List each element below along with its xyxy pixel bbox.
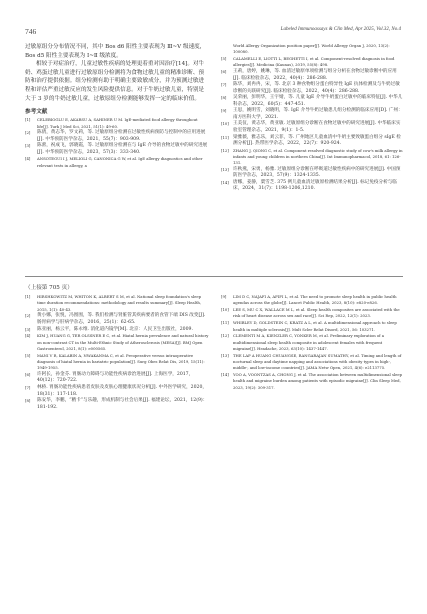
reference-number: [6] xyxy=(221,69,227,75)
reference-number xyxy=(221,43,233,56)
reference-item xyxy=(221,108,403,121)
reference-item xyxy=(25,156,209,169)
reference-list xyxy=(221,294,403,391)
paragraph: 过敏原组分分布情况不同，其中 Bos d6 阳性主要表现为 Ⅲ~Ⅴ 级速度，Bos d5 阳性主要表现为 Ⅰ~Ⅱ 级浓度。 xyxy=(25,44,206,59)
reference-item xyxy=(221,167,403,180)
reference-text: 陈亚丽，杨云平，陈永维. 消化道内镜学[M]. 北京：人民卫生出版社，2009. xyxy=(37,326,193,332)
reference-text: LIM D C, NAJAFI A, AFIFI L, et al. The need to promote sleep health in public health agendas across the globe[J]. Lancet Public Health, 2023, 8(10): e820-e826. xyxy=(233,294,397,306)
reference-text: HIRSHKOWITZ M, WHITON K, ALBERT S M, et al. National sleep foundation's sleep time duration recommendations: methodology and results summary[J]. Sleep Health, 2015, 1(1): 40-43. xyxy=(37,294,202,312)
reference-text: 吴荣丽，彭明华，王宇婧，等. 儿童 IgE 介导牛奶蛋白过敏中的临床特征[J]. 中华儿科杂志，2022，60(5)：447-451. xyxy=(233,95,403,107)
lower-right-column xyxy=(221,294,403,392)
reference-text: 王思，姚明雪，刘晓明，等. IgE 介导牛奶过敏患儿组分检测的临床应用[D]. 广州：南方医科大学，2021. xyxy=(233,108,403,120)
reference-text: ANSOTEGUI I J, MELIOLI G, CANONICA G W, et al. IgE allergy diagnostics and other relevant tests in allergy, a xyxy=(37,156,203,168)
reference-text: 陈倩，黄志华，罗文莉，等. 过敏原组分检测在过敏性疾病预防与控制中的应用进展[J]. 中华预防医学杂志，2021，55(7)：903-909. xyxy=(37,130,206,142)
reference-text: World Allergy Organization position paper[J]. World Allergy Organ J, 2020, 13(2): 100080. xyxy=(233,43,390,55)
reference-item xyxy=(25,130,209,143)
reference-number: [1] xyxy=(25,117,31,123)
reference-number: [13] xyxy=(221,167,229,173)
body-text xyxy=(25,43,209,103)
reference-text: 林桥. 胃肠功能性疾病患者皮肤及皮肤心理健康状况分析[J]. 中外医学研究，2020，18(31)：117-118. xyxy=(37,385,207,397)
reference-item xyxy=(25,313,209,326)
reference-number: [12] xyxy=(221,147,229,153)
reference-number: [9] xyxy=(221,294,227,299)
reference-text: 陈华，刘冉冉，宋，等. 北京 3 种食物组分蛋白特异性 IgE 抗体检测及与牛奶过敏诊断的关联研究[J]. 临床检验杂志，2022，40(4)：286-288. xyxy=(233,82,400,94)
reference-text: 陈安华，李鹏，“精卡”与乐趣，形成机制与社会后果[J]. 福建论坛，2021，12(9)：181-192. xyxy=(37,398,208,410)
section-divider xyxy=(25,276,403,277)
reference-number: [6] xyxy=(25,372,31,378)
reference-item xyxy=(221,82,403,95)
reference-number: [10] xyxy=(221,307,229,313)
page-number: 746 xyxy=(25,27,37,36)
reference-list xyxy=(25,117,209,169)
reference-item xyxy=(25,143,209,156)
reference-text: KIM J, HUANG G, TER OLSSNER E C, et al. Hiatal hernia prevalence and natural history on non-contrast CT in the Multi-Ethnic Study of Atherosclerosis (MESA)[J]. BMJ Open Gastroenterol, 2021, 8(1): e000565. xyxy=(37,333,209,351)
reference-text: 王美仪，黄志华，黄亚敏. 过敏原组分诊断在食物过敏中的研究进展[J]. 中华临床实验室管理杂志，2021，9(1)：1-5. xyxy=(233,121,401,133)
reference-text: 许阿长，孙金芬. 胃肠动力障碍与功能性疾病诊治进展[J]. 上海医学，2017，40(12)：720-722. xyxy=(37,372,194,384)
reference-item xyxy=(25,353,209,372)
reference-number: [10] xyxy=(221,121,229,127)
right-column xyxy=(221,43,403,193)
reference-list xyxy=(25,294,209,411)
reference-number: [13] xyxy=(221,352,229,358)
reference-item xyxy=(25,117,209,130)
continued-from-label: （上接第 705 页） xyxy=(25,285,73,291)
reference-text: ZHANG J, QIONG C, et al. Component resolved diagnostic study of cow's milk allergy in infants and young children in northern China[J]. Int Immunopharmacol, 2018, 61: 126-131. xyxy=(233,147,403,166)
reference-number: [9] xyxy=(221,108,227,114)
reference-number: [4] xyxy=(25,333,31,339)
reference-item xyxy=(25,385,209,398)
reference-number: [7] xyxy=(221,82,227,88)
reference-number: [4] xyxy=(25,156,31,162)
reference-text: CLEMENTI M A, KIENZLER C, YONKER M, et al. Preliminary exploration of a multidimensional sleep health composite in adolescent females with frequent migraine[J]. Headache, 2023, 63(10): 1437-1447. xyxy=(233,333,385,351)
reference-number: [2] xyxy=(25,313,31,319)
reference-text: THE LAP A HUANG CHUANGSE, RANGARAJAN SUMATHY, et al. Timing and length of nocturnal sleep and daytime napping and associations with obesity types in high-, middle-, and low-income countries[J]. JAMA Netw Open, 2021, 4(6): e2113775. xyxy=(233,352,402,371)
reference-text: WHIBLEY D, GOLDSTEIN C, KRATZ A L, et al. A multidimensional approach to sleep health in multiple sclerosis[J]. Mult Scler Relat Disord, 2021, 56: 103271. xyxy=(233,320,397,332)
reference-number: [8] xyxy=(25,398,31,404)
reference-text: CALAMELLI E, LIOTTI L, BEGHETTI I, et al. Component-resolved diagnosis in food allergies[J]. Medicina (Kaunas), 2019, 55(8): 498. xyxy=(233,56,395,68)
reference-text: YOO A, VOONTZAS A, CHONG J, et al. The association between multidimensional sleep health and migraine burden among patients with episodic migraine[J]. Clin Sleep Med, 2023, 19(2): 309-317. xyxy=(233,372,403,390)
reference-item xyxy=(221,148,403,167)
reference-text: 唐娜，姜静，粟雪芝. 375 例儿童血清过敏原检测结果分析[J]. 标记免疫分析与临床，2024，31(7)：1198-1206,1210. xyxy=(233,180,397,192)
reference-text: 黄小娜，张悦，冯围围，等. 我们检测与肾脏管其疾病要者的食管下端 DIS 改变[J]. 肠胃病学与肝病学杂志，2016，25(1)：62-65. xyxy=(37,313,206,325)
reference-number: [2] xyxy=(25,130,31,136)
reference-item xyxy=(25,372,209,385)
left-column xyxy=(25,43,209,169)
reference-number: [14] xyxy=(221,372,229,378)
reference-number: [11] xyxy=(221,320,229,326)
reference-item xyxy=(221,372,403,391)
reference-text: 许秋燕，宋勇，杨雅. 过敏原组分诊断在呼吸道过敏性疾病中的研究进展[J]. 中国预防医学杂志，2023，57(9)：1324-1335. xyxy=(233,167,401,179)
reference-number: [11] xyxy=(221,134,229,140)
lower-left-column xyxy=(25,294,209,411)
reference-item xyxy=(221,43,403,56)
reference-number: [5] xyxy=(25,352,31,358)
reference-number: [5] xyxy=(221,56,227,62)
reference-item xyxy=(221,69,403,82)
reference-item xyxy=(221,333,403,352)
reference-text: 梁雅薇，雅志乐，刘云菲，等. 广州地区儿童血清中牛奶主要致敏蛋白组分 sIgE 检测分析[J]. 热带医学杂志，2022，22(7)：920-924. xyxy=(233,134,401,146)
reference-text: LEE S, MU C X, WALLACE M L, et al. Sleep health composites are associated with the risk of heart disease across sex and race[J]. Sci Rep, 2022, 12(1): 2023. xyxy=(233,307,400,319)
references-heading: 参考文献 xyxy=(25,109,48,116)
reference-item xyxy=(221,56,403,69)
reference-item xyxy=(221,180,403,193)
reference-number: [12] xyxy=(221,333,229,339)
reference-item xyxy=(25,333,209,352)
reference-item xyxy=(221,307,403,320)
reference-item xyxy=(221,320,403,333)
reference-item xyxy=(221,121,403,134)
journal-header: Labeled Immunoassays & Clin Med, Apr 2025, Vol.32, No.4 xyxy=(280,27,401,32)
reference-text: 陈蕾，祝成飞，郭晓霞，等. 过敏原组分检测在与 IgE 介导的食物过敏中的研究进展[J]. 中华预防医学杂志，2023，57(3)：333-340. xyxy=(37,143,208,155)
reference-item xyxy=(25,398,209,411)
reference-text: MANI V R, KALABIN A, NWAKANMA C, et al. Preoperative versus intraoperative diagnosis of hiatal hernia in bariatric population[J]. Surg Obes Relat Dis, 2019, 15(11): 1949-1955. xyxy=(37,352,205,371)
reference-item xyxy=(25,327,209,333)
reference-number: [8] xyxy=(221,95,227,101)
reference-number: [7] xyxy=(25,385,31,391)
paragraph: 相较于对症治疗，儿童过敏性疾病的处理更着重对因治疗[14]。对牛奶、鸡蛋过敏儿童进行过敏原组分检测将为食物过敏儿童的精准诊断、预防和治疗提供依据。组分检测有助于明确主要致敏成分，并为预测过敏进程和评估严重过敏反应的发生风险提供信息。对于牛奶过敏儿童，特别是大于 3 岁的牛奶过敏儿童，过敏原组分检测能够发挥一定的临床价值。 xyxy=(25,61,205,102)
reference-number: [1] xyxy=(25,294,31,299)
reference-item xyxy=(221,95,403,108)
reference-text: 王莉，唐婷，姚琳，等. 血清过敏原单项检测与组分分析在食物过敏诊断中的应用[J]. 临床检验杂志，2022，40(4)：286-288. xyxy=(233,69,397,81)
reference-list xyxy=(221,43,403,193)
reference-number: [3] xyxy=(25,326,31,332)
reference-number: [14] xyxy=(221,180,229,186)
reference-text: CELEBIOGLU E, AKARSU A, SAHINER U M. IgE-mediated food allergy throughout life[J]. Turk J Med Sci, 2021, 51(1): 49-60. xyxy=(37,117,198,129)
reference-number: [3] xyxy=(25,143,31,149)
reference-item xyxy=(25,294,209,313)
reference-item xyxy=(221,294,403,307)
reference-item xyxy=(221,135,403,148)
reference-item xyxy=(221,353,403,372)
